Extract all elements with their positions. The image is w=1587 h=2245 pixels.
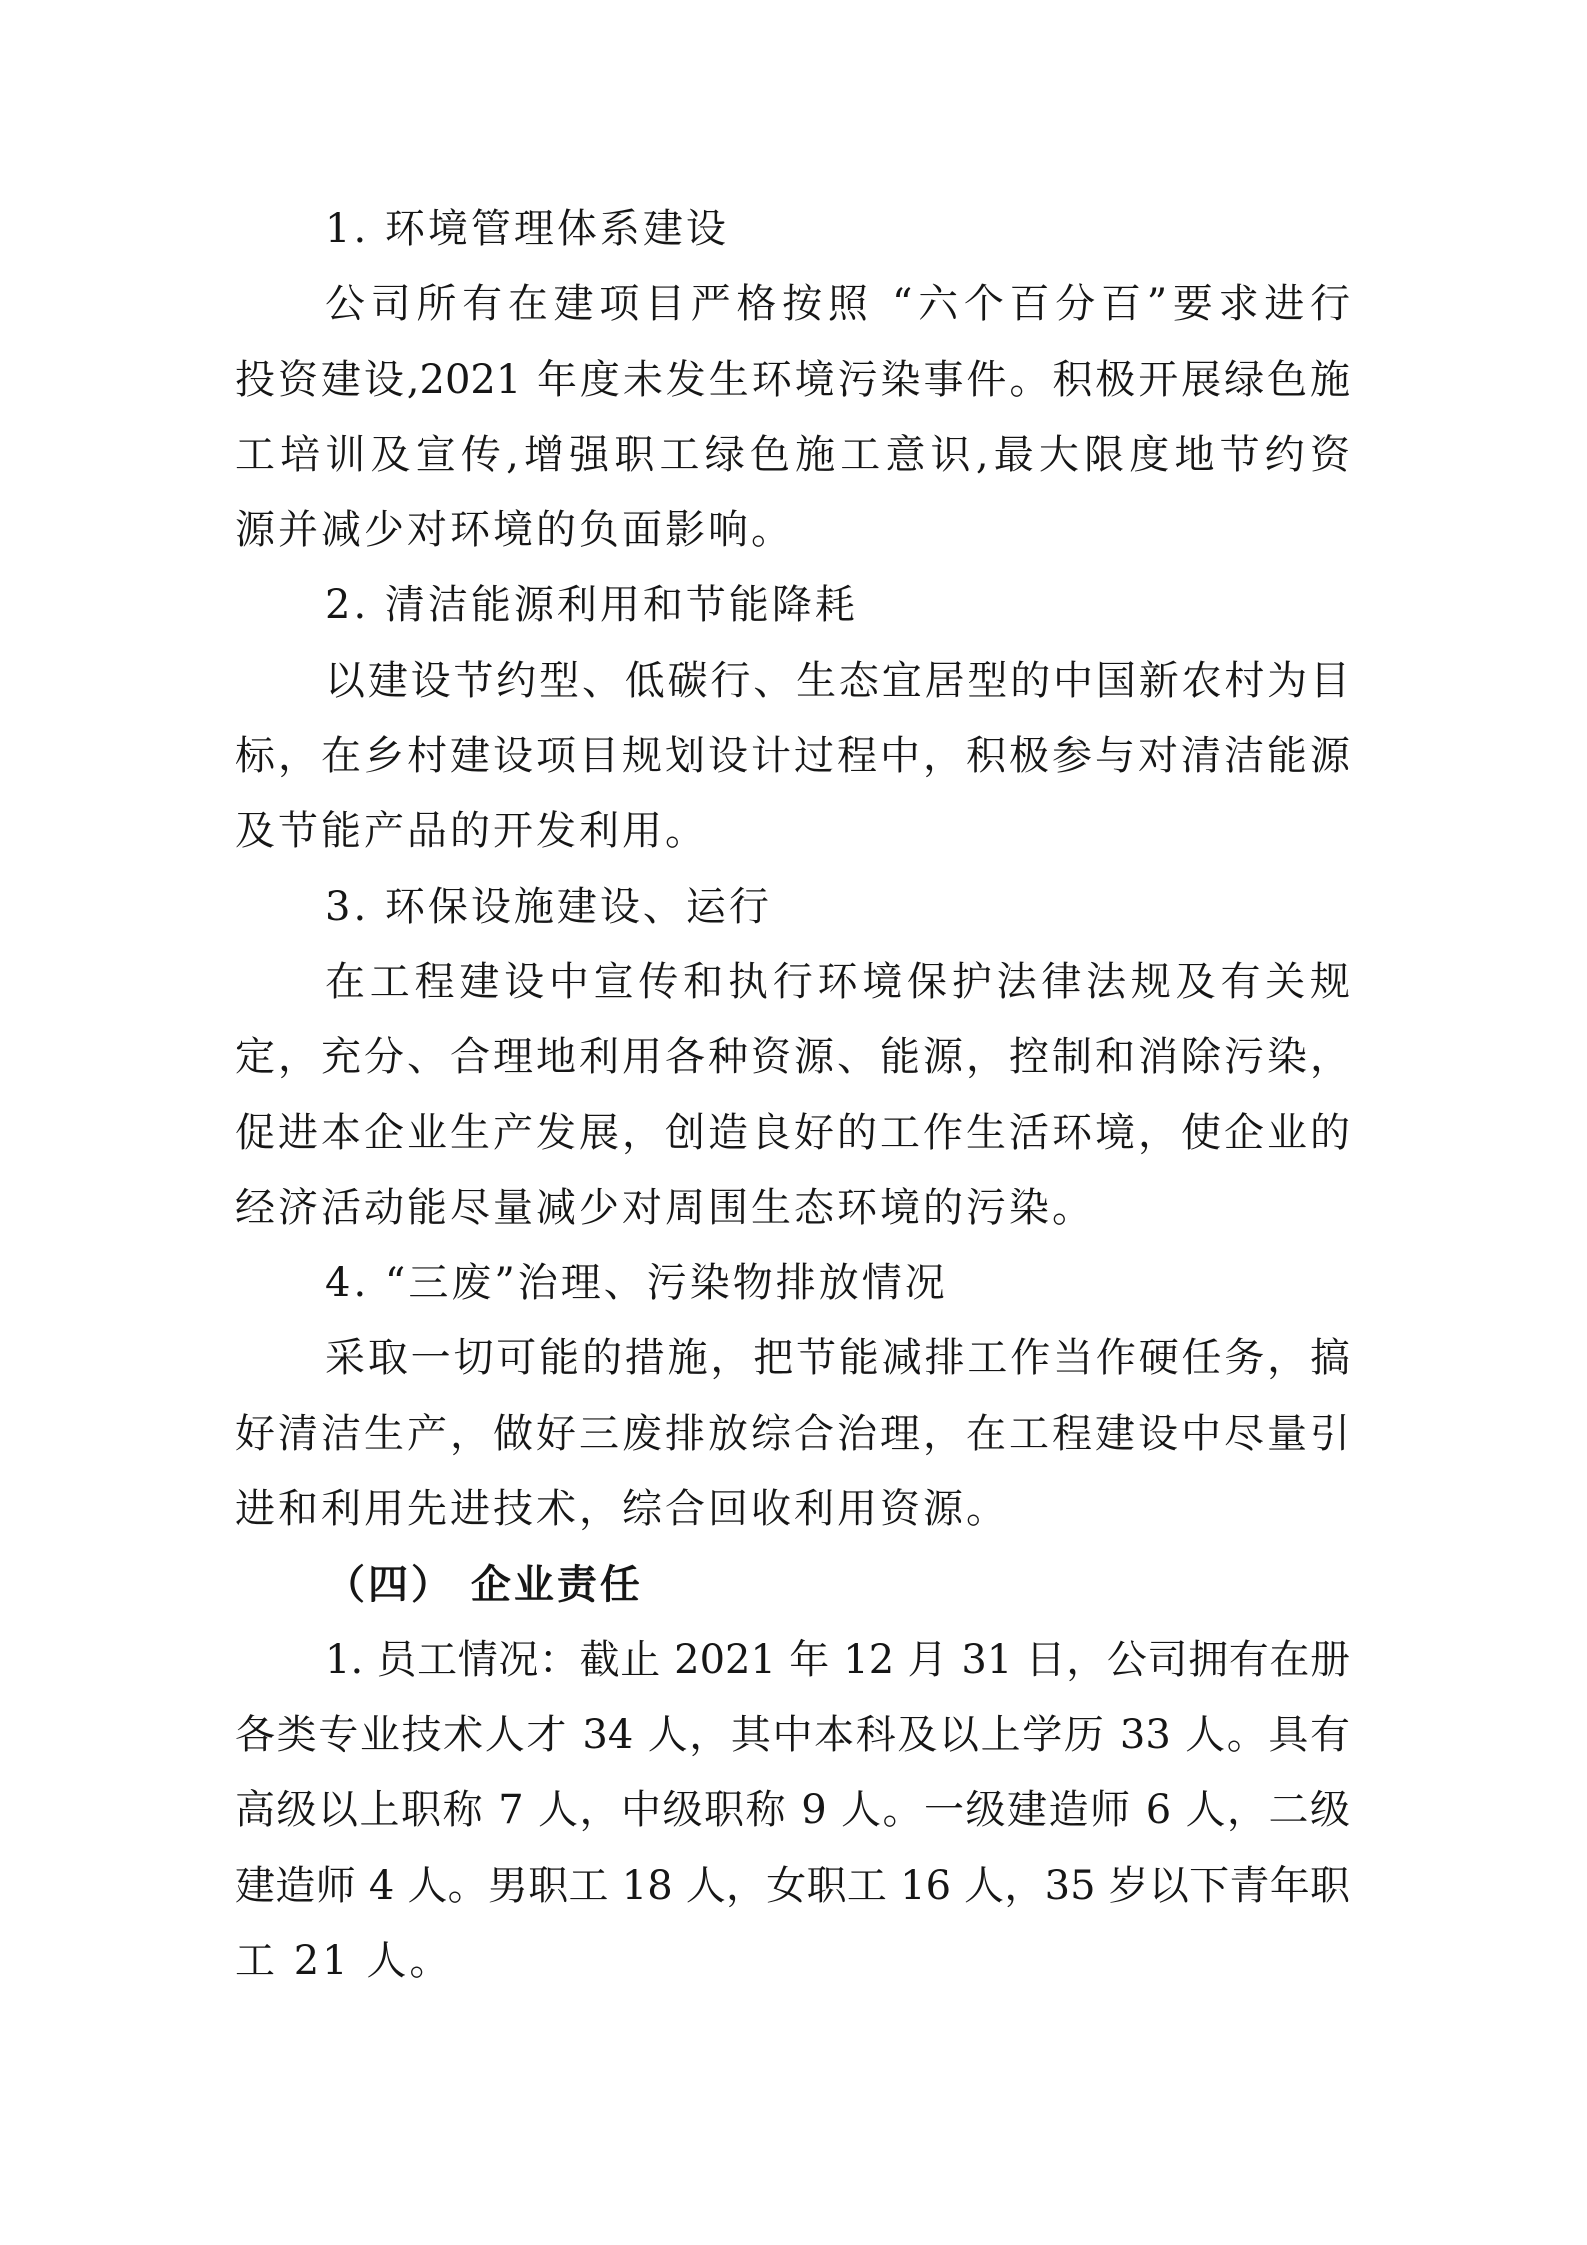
paragraph-line: 工培训及宣传,增强职工绿色施工意识,最大限度地节约资 — [235, 431, 1350, 478]
paragraph-line: 以建设节约型、低碳行、生态宜居型的中国新农村为目 — [325, 657, 1350, 704]
paragraph-line: 好清洁生产，做好三废排放综合治理，在工程建设中尽量引 — [235, 1410, 1350, 1457]
section-heading-corporate-responsibility: （四） 企业责任 — [325, 1561, 643, 1609]
paragraph-line: 标，在乡村建设项目规划设计过程中，积极参与对清洁能源 — [235, 733, 1350, 780]
document-body — [235, 192, 1350, 1999]
paragraph-line: 高级以上职称 7 人，中级职称 9 人。一级建造师 6 人，二级 — [235, 1787, 1350, 1834]
paragraph-line: 公司所有在建项目严格按照 “六个百分百”要求进行 — [325, 281, 1350, 328]
paragraph-line: 及节能产品的开发利用。 — [235, 808, 708, 855]
paragraph-line: 各类专业技术人才 34 人，其中本科及以上学历 33 人。具有 — [235, 1711, 1350, 1758]
paragraph-line: 采取一切可能的措施，把节能减排工作当作硬任务，搞 — [325, 1335, 1350, 1382]
paragraph-line: 源并减少对环境的负面影响。 — [235, 507, 794, 554]
paragraph-line: 进和利用先进技术，综合回收利用资源。 — [235, 1486, 1009, 1533]
paragraph-line: 工 21 人。 — [235, 1937, 453, 1984]
paragraph-line: 定，充分、合理地利用各种资源、能源，控制和消除污染， — [235, 1034, 1350, 1081]
section-heading-three-wastes: 4. “三废”治理、污染物排放情况 — [325, 1260, 948, 1307]
section-heading-env-management: 1. 环境管理体系建设 — [325, 206, 729, 252]
paragraph-line: 在工程建设中宣传和执行环境保护法律法规及有关规 — [325, 958, 1350, 1005]
paragraph-line: 1. 员工情况：截止 2021 年 12 月 31 日，公司拥有在册 — [325, 1636, 1350, 1683]
paragraph-line: 建造师 4 人。男职工 18 人，女职工 16 人，35 岁以下青年职 — [235, 1862, 1350, 1909]
paragraph-line: 促进本企业生产发展，创造良好的工作生活环境，使企业的 — [235, 1109, 1350, 1156]
paragraph-line: 经济活动能尽量减少对周围生态环境的污染。 — [235, 1184, 1095, 1231]
section-heading-clean-energy: 2. 清洁能源利用和节能降耗 — [325, 582, 858, 629]
section-heading-env-facilities: 3. 环保设施建设、运行 — [325, 883, 772, 930]
paragraph-line: 投资建设,2021 年度未发生环境污染事件。积极开展绿色施 — [235, 356, 1350, 403]
